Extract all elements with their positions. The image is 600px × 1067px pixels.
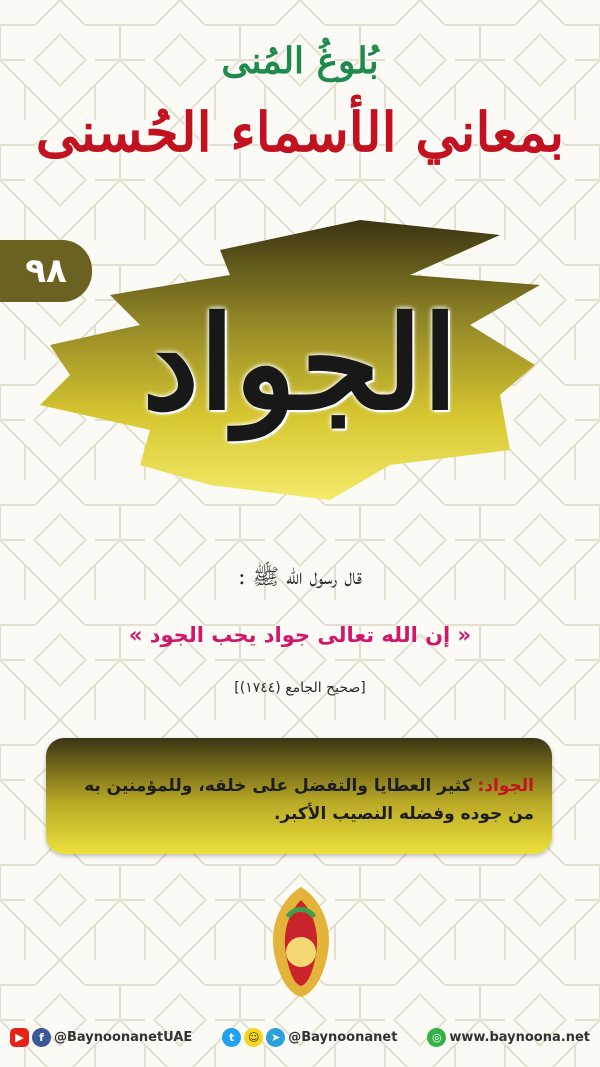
social-group-uae [10, 1028, 192, 1047]
youtube-icon[interactable]: ▶ [10, 1028, 29, 1047]
snapchat-icon[interactable]: ☺ [244, 1028, 263, 1047]
series-title: بُلوغُ المُنى [221, 40, 379, 82]
hadith-text: « إن الله تعالى جواد يحب الجود » [128, 623, 472, 647]
facebook-icon[interactable]: f [32, 1028, 51, 1047]
social-group-main [222, 1028, 397, 1047]
name-number-badge: ٩٨ [0, 240, 92, 302]
divine-name-calligraphy: الجواد [142, 289, 458, 439]
web-icon[interactable]: ◎ [427, 1028, 446, 1047]
hadith-intro: قال رسول الله ﷺ : [238, 565, 362, 590]
definition-term: الجواد: [477, 776, 534, 796]
series-subtitle: بمعاني الأسماء الحُسنى [35, 100, 565, 164]
hadith-source: [صحيح الجامع (١٧٤٤)] [234, 680, 366, 696]
definition-box [46, 738, 552, 854]
main-handle[interactable]: @Baynoonanet [288, 1029, 398, 1045]
uae-handle[interactable]: @BaynoonanetUAE [54, 1029, 193, 1045]
baynoona-logo [258, 882, 344, 1002]
telegram-icon[interactable]: ➤ [266, 1028, 285, 1047]
footer-bar [0, 1020, 600, 1054]
definition-body: كثير العطايا والتفضل على خلقه، وللمؤمنين به من جوده وفضله النصيب الأكبر. [84, 776, 534, 824]
twitter-icon[interactable]: t [222, 1028, 241, 1047]
website-group [427, 1028, 590, 1047]
website-link[interactable]: www.baynoona.net [449, 1029, 590, 1045]
